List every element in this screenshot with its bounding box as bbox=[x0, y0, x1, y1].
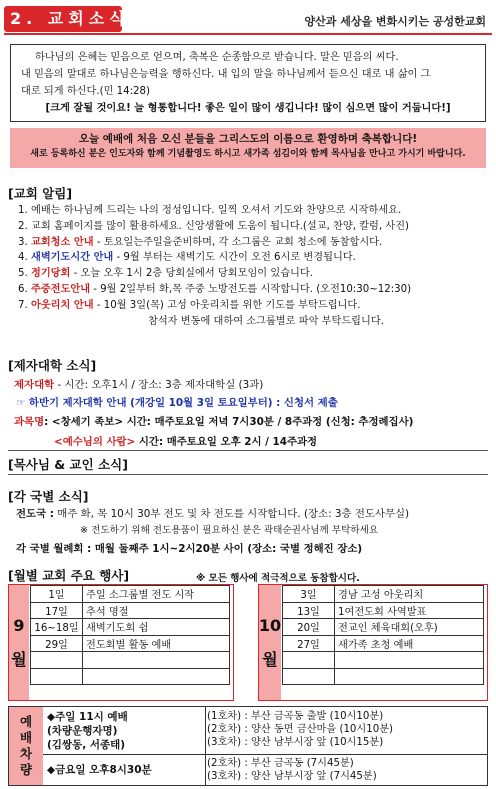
notice-heading: 정기당회 bbox=[30, 268, 71, 280]
header-motto: 양산과 세상을 변화시키는 공성한교회 bbox=[304, 15, 486, 28]
driver-names: (김쌍동, 서종태) bbox=[47, 739, 126, 751]
notice-text: - 오늘 오후 1시 2층 당회실에서 당회모임이 있습니다. bbox=[70, 268, 313, 280]
verse-line-1: 하나님의 은혜는 믿음으로 얻으며, 축복은 순종함으로 받습니다. 말은 믿음의 씨다. bbox=[35, 52, 399, 63]
event-date bbox=[31, 652, 83, 669]
notice-text: - 토요일는주일을준비하며, 각 소그룹은 교회 청소에 동참합시다. bbox=[93, 236, 383, 248]
course-label: 과목명 bbox=[14, 416, 45, 428]
bus-route: (2호차) : 양산 동면 금산마을 (10시10분) bbox=[207, 723, 394, 735]
bus-label-char: 차 bbox=[19, 746, 33, 761]
driver-label: (차량운행자명) bbox=[47, 725, 118, 737]
course-name: <예수님의 사람> bbox=[54, 436, 136, 448]
bus-route: (3호차) : 양산 남부시장 앞 (7시45분) bbox=[207, 770, 377, 782]
nations-title: [각 국별 소식] bbox=[8, 489, 89, 504]
event-date: 27일 bbox=[283, 635, 335, 652]
event-name: 경남 고성 아웃리치 bbox=[335, 586, 484, 603]
event-name bbox=[335, 652, 484, 669]
notice-item bbox=[18, 282, 488, 298]
notice-number: 2. bbox=[18, 220, 28, 232]
calendar-note: ※ 모든 행사에 적극적으로 동참합시다. bbox=[196, 573, 360, 584]
event-name: 새가족 초청 예배 bbox=[335, 635, 484, 652]
sunday-routes bbox=[207, 711, 393, 749]
event-date bbox=[283, 668, 335, 685]
discipleship-line-4 bbox=[54, 433, 317, 448]
verse-emphasis: [크게 잘될 것이요! 늘 형통합니다! 좋은 일이 많이 생깁니다! 많이 심으면 많이 거둡니다!] bbox=[45, 103, 451, 114]
bus-route: (1호차) : 부산 금곡동 출발 (10시10분) bbox=[207, 711, 384, 722]
notice-item bbox=[18, 298, 488, 314]
discipleship-line-2: ☞ 하반기 제자대학 안내 (개강일 10월 3일 토요일부터) : 신청서 제출 bbox=[16, 397, 338, 409]
event-date bbox=[283, 652, 335, 669]
event-name: 전도회별 활동 예배 bbox=[83, 635, 230, 652]
table-row bbox=[283, 602, 484, 619]
nations-line-3: 각 국별 월례회 : 매월 둘째주 1시~2시20분 사이 (장소: 국별 정해진 장소) bbox=[16, 543, 363, 555]
page-header bbox=[0, 0, 496, 44]
month-unit: 월 bbox=[11, 649, 27, 669]
notice-number: 6. bbox=[18, 283, 28, 295]
notice-heading: 새벽기도시간 안내 bbox=[30, 252, 114, 264]
pastor-news-title: [목사님 & 교인 소식] bbox=[8, 457, 128, 472]
event-name: 전교인 체육대회(오후) bbox=[335, 619, 484, 636]
notice-text: - 9월 2일부터 화,목 주중 노방전도를 시작합니다. (오전10:30~12:30) bbox=[90, 283, 412, 295]
course-info: 시간: 매주토요일 오후 2시 / 14주과정 bbox=[135, 436, 318, 448]
notice-text: 예배는 하나님께 드리는 나의 정성입니다. 일찍 오셔서 기도와 찬양으로 시작하세요. bbox=[30, 205, 402, 216]
notice-number: 3. bbox=[18, 236, 28, 248]
table-row bbox=[31, 602, 230, 619]
notice-text: - 9월 부터는 새벽기도 시간이 오전 6시로 변경됩니다. bbox=[113, 252, 356, 264]
table-row bbox=[283, 668, 484, 685]
notice-number: 5. bbox=[18, 268, 28, 280]
notice-number: 1. bbox=[18, 205, 28, 216]
section-divider bbox=[8, 450, 488, 451]
shuttle-bus-schedule bbox=[8, 706, 488, 786]
bus-route: (3호차) : 양산 남부시장 앞 (10시15분) bbox=[207, 736, 384, 748]
notices-list bbox=[18, 203, 488, 329]
discipleship-line-3 bbox=[14, 413, 413, 428]
table-row bbox=[283, 619, 484, 636]
evangelism-label: 전도국 : bbox=[16, 508, 54, 520]
bus-label-char: 예 bbox=[19, 714, 33, 729]
notice-text: - 10월 3일(목) 고성 아웃리치를 위한 기도를 부탁드립니다. bbox=[93, 299, 361, 311]
friday-routes bbox=[207, 758, 377, 784]
evangelism-info: 매주 화, 목 10시 30부 전도 및 차 전도를 시작합니다. (장소: 3층 전도사무실) bbox=[57, 508, 410, 520]
event-date: 13일 bbox=[283, 602, 335, 619]
verse-line-3: 대로 되게 하신다.(민 14:28) bbox=[21, 86, 150, 97]
notice-number: 4. bbox=[18, 252, 28, 264]
table-row bbox=[283, 635, 484, 652]
notice-text: 교회 홈페이지를 많이 활용하세요. 신앙생활에 도움이 됩니다.(설교, 찬양, 칼럼, 사진) bbox=[30, 220, 410, 232]
event-date: 20일 bbox=[283, 619, 335, 636]
event-name: 새벽기도회 쉼 bbox=[83, 619, 230, 636]
table-row bbox=[31, 668, 230, 685]
event-date bbox=[31, 668, 83, 685]
bus-label-char: 량 bbox=[19, 762, 33, 777]
event-date: 17일 bbox=[31, 602, 83, 619]
nations-line-2: ※ 전도하기 위해 전도용품이 필요하신 분은 곽태순권사님께 부탁하세요 bbox=[80, 525, 379, 536]
page-title: 2. 교회소식 bbox=[10, 9, 130, 28]
notice-heading: 아웃리치 안내 bbox=[30, 299, 94, 311]
table-row bbox=[283, 652, 484, 669]
notice-footnote: 참석자 변동에 대하여 소그룹별로 파악 부탁드립니다. bbox=[148, 315, 384, 327]
notice-heading: 교회청소 안내 bbox=[30, 236, 94, 248]
october-events-table bbox=[282, 585, 484, 685]
event-name bbox=[83, 652, 230, 669]
bus-divider bbox=[43, 754, 487, 755]
notice-item bbox=[18, 219, 488, 235]
notice-number: 7. bbox=[18, 299, 28, 311]
event-date: 3일 bbox=[283, 586, 335, 603]
table-row bbox=[31, 635, 230, 652]
notice-heading: 주중전도안내 bbox=[30, 283, 91, 295]
verse-box bbox=[10, 44, 486, 122]
event-name bbox=[83, 668, 230, 685]
september-events-table bbox=[30, 585, 230, 685]
bus-route: (2호차) : 부산 금곡동 (7시45분) bbox=[207, 758, 354, 769]
friday-service-title: ◆금요일 오후8시30분 bbox=[47, 764, 152, 776]
september-month-label bbox=[9, 585, 29, 700]
bus-schedule-label bbox=[9, 707, 43, 785]
bus-divider bbox=[205, 707, 206, 785]
verse-line-2: 내 믿음의 말대로 하나님은능력을 행하신다. 내 입의 말을 하나님께서 듣으신 대로 내 삶이 그 bbox=[21, 69, 431, 80]
event-date: 29일 bbox=[31, 635, 83, 652]
welcome-line-1: 오늘 예배에 처음 오신 분들을 그리스도의 이름으로 환영하며 축복합니다! bbox=[78, 133, 418, 145]
sunday-service-title: ◆주일 11시 예배 bbox=[47, 711, 128, 723]
event-date: 1일 bbox=[31, 586, 83, 603]
nations-line-1 bbox=[16, 505, 409, 520]
notices-title: [교회 알림] bbox=[8, 186, 73, 201]
event-name: 1여전도회 사역발표 bbox=[335, 602, 484, 619]
discipleship-info: - 시간: 오후1시 / 장소: 3층 제자대학실 (3과) bbox=[54, 379, 264, 391]
month-number: 9 bbox=[13, 615, 25, 635]
welcome-banner bbox=[10, 128, 486, 168]
discipleship-title: [제자대학 소식] bbox=[8, 358, 97, 373]
course-info: : <창세기 족보> 시간: 매주토요일 저녁 7시30분 / 8주과정 (신청: 추정례집사) bbox=[44, 416, 414, 428]
discipleship-heading: 제자대학 bbox=[14, 379, 55, 391]
table-row bbox=[31, 652, 230, 669]
welcome-line-2: 새로 등록하신 분은 인도자와 함께 기념촬영도 하시고 새가족 섬김이와 함께 목사님을 만나고 가시기 바랍니다. bbox=[30, 149, 466, 159]
notice-item bbox=[18, 203, 488, 219]
notice-item bbox=[18, 250, 488, 266]
table-row bbox=[283, 586, 484, 603]
month-unit: 월 bbox=[262, 649, 278, 669]
calendar-title: [월별 교회 주요 행사] bbox=[8, 568, 130, 583]
table-row bbox=[31, 586, 230, 603]
header-divider bbox=[4, 33, 492, 35]
october-month-label bbox=[259, 585, 281, 700]
bus-label-char: 배 bbox=[19, 730, 33, 745]
event-date: 16~18일 bbox=[31, 619, 83, 636]
event-name: 주일 소그룹별 전도 시작 bbox=[83, 586, 230, 603]
event-name: 추석 명절 bbox=[83, 602, 230, 619]
discipleship-line-1 bbox=[14, 376, 263, 391]
month-number: 10 bbox=[258, 615, 282, 635]
sunday-service-block bbox=[47, 710, 128, 752]
notice-item bbox=[18, 235, 488, 251]
table-row bbox=[31, 619, 230, 636]
notice-item bbox=[18, 266, 488, 282]
event-name bbox=[335, 668, 484, 685]
section-divider bbox=[8, 474, 488, 475]
